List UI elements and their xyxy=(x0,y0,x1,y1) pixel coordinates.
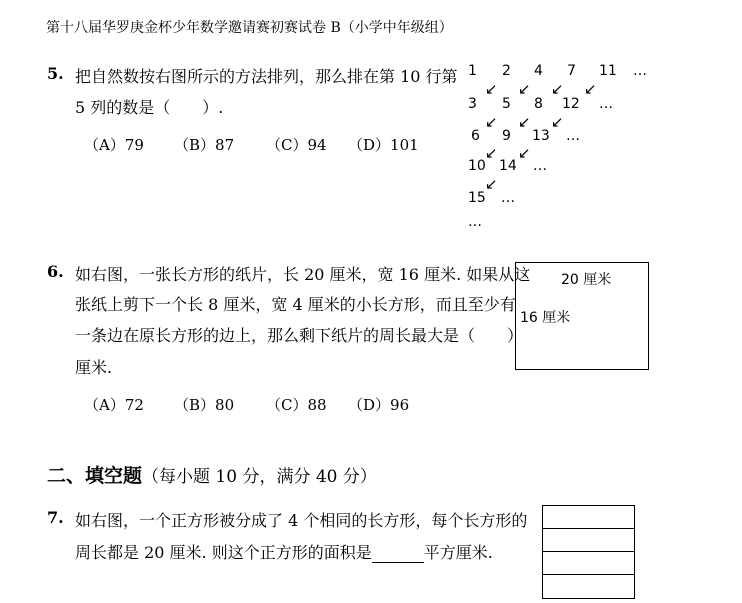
grid-cell: … xyxy=(566,128,580,144)
section-heading: 二、填空题 xyxy=(47,465,143,487)
section-note: （每小题 10 分，满分 40 分） xyxy=(142,467,377,487)
grid-cell: … xyxy=(468,214,482,230)
arrow-icon: ↙ xyxy=(518,144,531,162)
grid-cell: 3 xyxy=(468,96,477,112)
q6-text-line2: 张纸上剪下一个长 8 厘米，宽 4 厘米的小长方形，而且至少有 xyxy=(75,295,516,314)
grid-cell: 6 xyxy=(471,128,480,144)
q5-text-line2: 5 列的数是（ ）. xyxy=(75,98,224,117)
q6-rectangle-figure xyxy=(515,262,649,370)
q6-choice-c: （C）88 xyxy=(266,396,327,414)
grid-cell: 12 xyxy=(562,96,580,112)
grid-cell: 9 xyxy=(502,128,511,144)
q5-choice-a: （A）79 xyxy=(84,136,144,154)
grid-cell: 1 xyxy=(468,63,477,79)
arrow-icon: ↙ xyxy=(518,113,531,131)
grid-cell: 14 xyxy=(499,158,517,174)
arrow-icon: ↙ xyxy=(485,80,498,98)
arrow-icon: ↙ xyxy=(551,113,564,131)
grid-cell: 5 xyxy=(502,96,511,112)
arrow-icon: ↙ xyxy=(485,175,498,193)
grid-cell: 11 xyxy=(599,63,617,79)
q7-text-line2 xyxy=(75,540,493,563)
divider-line xyxy=(543,551,634,552)
q6-choice-a: （A）72 xyxy=(84,396,144,414)
grid-cell: 15 xyxy=(468,190,486,206)
exam-header: 第十八届华罗庚金杯少年数学邀请赛初赛试卷 B（小学中年级组） xyxy=(46,20,453,36)
q6-text-line3: 一条边在原长方形的边上，那么剩下纸片的周长最大是（ ） xyxy=(75,326,524,345)
q5-choice-d: （D）101 xyxy=(348,136,419,154)
grid-cell: 7 xyxy=(567,63,576,79)
divider-line xyxy=(543,574,634,575)
q6-text-line4: 厘米. xyxy=(75,358,113,377)
section-fill-in-title xyxy=(47,461,377,488)
arrow-icon: ↙ xyxy=(551,80,564,98)
q7-answer-blank[interactable] xyxy=(372,546,424,563)
arrow-icon: ↙ xyxy=(584,80,597,98)
q6-choice-d: （D）96 xyxy=(348,396,410,414)
grid-cell: … xyxy=(533,158,547,174)
arrow-icon: ↙ xyxy=(485,113,498,131)
arrow-icon: ↙ xyxy=(518,80,531,98)
grid-cell: … xyxy=(633,63,647,79)
q7-text-line2-end: 平方厘米. xyxy=(423,543,493,562)
q6-length-label: 20 厘米 xyxy=(561,272,612,288)
q6-choice-b: （B）80 xyxy=(174,396,235,414)
q7-number: 7. xyxy=(47,508,64,527)
q5-choice-c: （C）94 xyxy=(266,136,327,154)
q5-text-line1: 把自然数按右图所示的方法排列，那么排在第 10 行第 xyxy=(75,67,458,86)
arrow-icon: ↙ xyxy=(485,144,498,162)
q5-number: 5. xyxy=(47,64,64,83)
q7-square-figure xyxy=(542,505,635,599)
q6-width-label: 16 厘米 xyxy=(520,310,571,326)
q7-text-line1: 如右图，一个正方形被分成了 4 个相同的长方形，每个长方形的 xyxy=(75,511,528,530)
grid-cell: 8 xyxy=(534,96,543,112)
grid-cell: 2 xyxy=(502,63,511,79)
grid-cell: … xyxy=(599,96,613,112)
divider-line xyxy=(543,528,634,529)
grid-cell: 4 xyxy=(534,63,543,79)
q6-number: 6. xyxy=(47,262,64,281)
q6-text-line1: 如右图，一张长方形的纸片，长 20 厘米，宽 16 厘米. 如果从这 xyxy=(75,265,531,284)
q5-choice-b: （B）87 xyxy=(174,136,235,154)
grid-cell: 10 xyxy=(468,158,486,174)
grid-cell: … xyxy=(501,190,515,206)
q7-text-line2-start: 周长都是 20 厘米. 则这个正方形的面积是 xyxy=(75,543,372,562)
grid-cell: 13 xyxy=(532,128,550,144)
